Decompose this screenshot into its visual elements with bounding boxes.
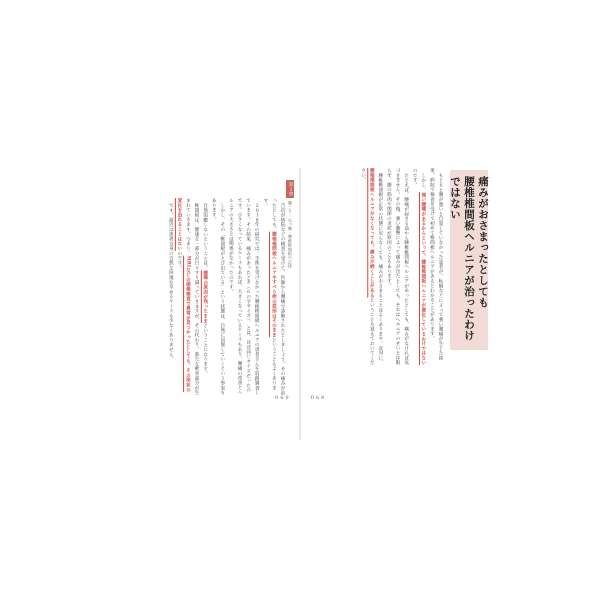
left-body-text <box>168 198 286 396</box>
running-head: 腰こり・ねっ腰・腰椎椎間板の正体 <box>288 201 293 269</box>
text-run: しかし、その「椎間板がとび出ている」という状態は、自然に回復していくという事実もあります。 <box>211 198 225 395</box>
text-run: 椎間板は、健康な一部分が日々すり減っていきますが、その代わり、新たな軟骨部分が生まれていきます。つまり、 <box>185 198 200 395</box>
text-run: 自然治癒しないということは、 <box>202 202 208 270</box>
section-title <box>448 176 490 350</box>
text-run: ということになります。 <box>202 322 208 376</box>
text-run: です。最近は患者自身の自然な回復を早めるケースも少なくありません。 <box>168 202 174 361</box>
text-run: ２０１８年の研究では、手術を受けなかった腰椎椎間板ヘルニアの患者さんを追跡調査しています。その結果、痛みがあったとき（６の字サイズ）、とは、ほぼ同じサイズだったのです。小さくなっているケースもあれば、大きくなっているケースもあり、腰痛の改善とヘルニアの大きさとは関係がなかったのです。 <box>228 198 260 395</box>
text-run: ということもよくあります。 <box>262 198 277 391</box>
chapter-label: 第２章 <box>288 182 293 197</box>
paragraph <box>174 198 200 396</box>
paragraph <box>410 168 427 366</box>
paragraph <box>209 198 226 396</box>
highlighted-text: 腰痛の原因が残ったまま <box>202 269 208 323</box>
paragraph <box>260 198 286 396</box>
text-run: たとえば、腰痛が起きる前から腰椎椎間板ヘルニアがあったとしても、痛みがなければ気づきません。その後、強い衝撃によって痛みが出たとしても、それはヘルニアのせいとは限らず、腰の筋肉や関節の炎症が原因のこともあります。 <box>386 168 409 365</box>
paragraph <box>384 168 410 366</box>
text-run: もともと腰が悪いと自覚していなかった患者が、転倒などによって強い腰痛が生じた結果、病院で検査を受けて初めて椎間板ヘルニアがあるとわかることがあります。 <box>429 168 443 360</box>
chapter-header <box>286 180 294 268</box>
section-title-box <box>450 170 488 350</box>
highlighted-text: MRIなどの画像検査で異常が見つかったとしても、その形状の変化を恐れることはない <box>176 198 191 393</box>
text-run: のです。 <box>412 168 418 188</box>
page-number-right: ０６８ <box>310 396 326 401</box>
right-page <box>300 150 488 450</box>
highlighted-text: 強い腰痛があるからといって、腰椎椎間板ヘルニアが悪化しているわけではない <box>420 191 426 365</box>
text-run: のです。 <box>176 250 182 271</box>
section-title-line-2: 腰椎椎間板ヘルニアが治ったわけではない <box>449 176 475 341</box>
text-run: しかし、 <box>420 172 426 192</box>
page-number-left: ０６９ <box>274 396 290 401</box>
text-run: ということも覚えておいてください。 <box>360 168 375 365</box>
book-spread <box>112 150 488 450</box>
left-page <box>112 150 300 450</box>
highlighted-text: 腰椎椎間板ヘルニアやすべり症の変形はそのまま <box>271 231 277 338</box>
right-body-text <box>309 168 444 366</box>
highlighted-text: 腰椎椎間板ヘルニアがなくなっても、痛みが続くことがある <box>369 168 375 298</box>
text-run: 腰椎椎間板が正常の状態に戻らなくても、痛みがおさまることはよくあります。反対に、 <box>377 172 383 365</box>
paragraph <box>226 198 260 396</box>
paragraph <box>427 168 444 366</box>
text-run: その痛みが治ったとしても、 <box>271 198 285 395</box>
paragraph <box>358 168 384 366</box>
paragraph <box>200 198 209 396</box>
paragraph <box>166 198 175 396</box>
text-run: 吉信が病院などの検査を受けて、医師から腰痛で診断されたとしましょう。 <box>280 202 285 366</box>
section-title-line-1: 痛みがおさまったとしても <box>477 176 489 308</box>
